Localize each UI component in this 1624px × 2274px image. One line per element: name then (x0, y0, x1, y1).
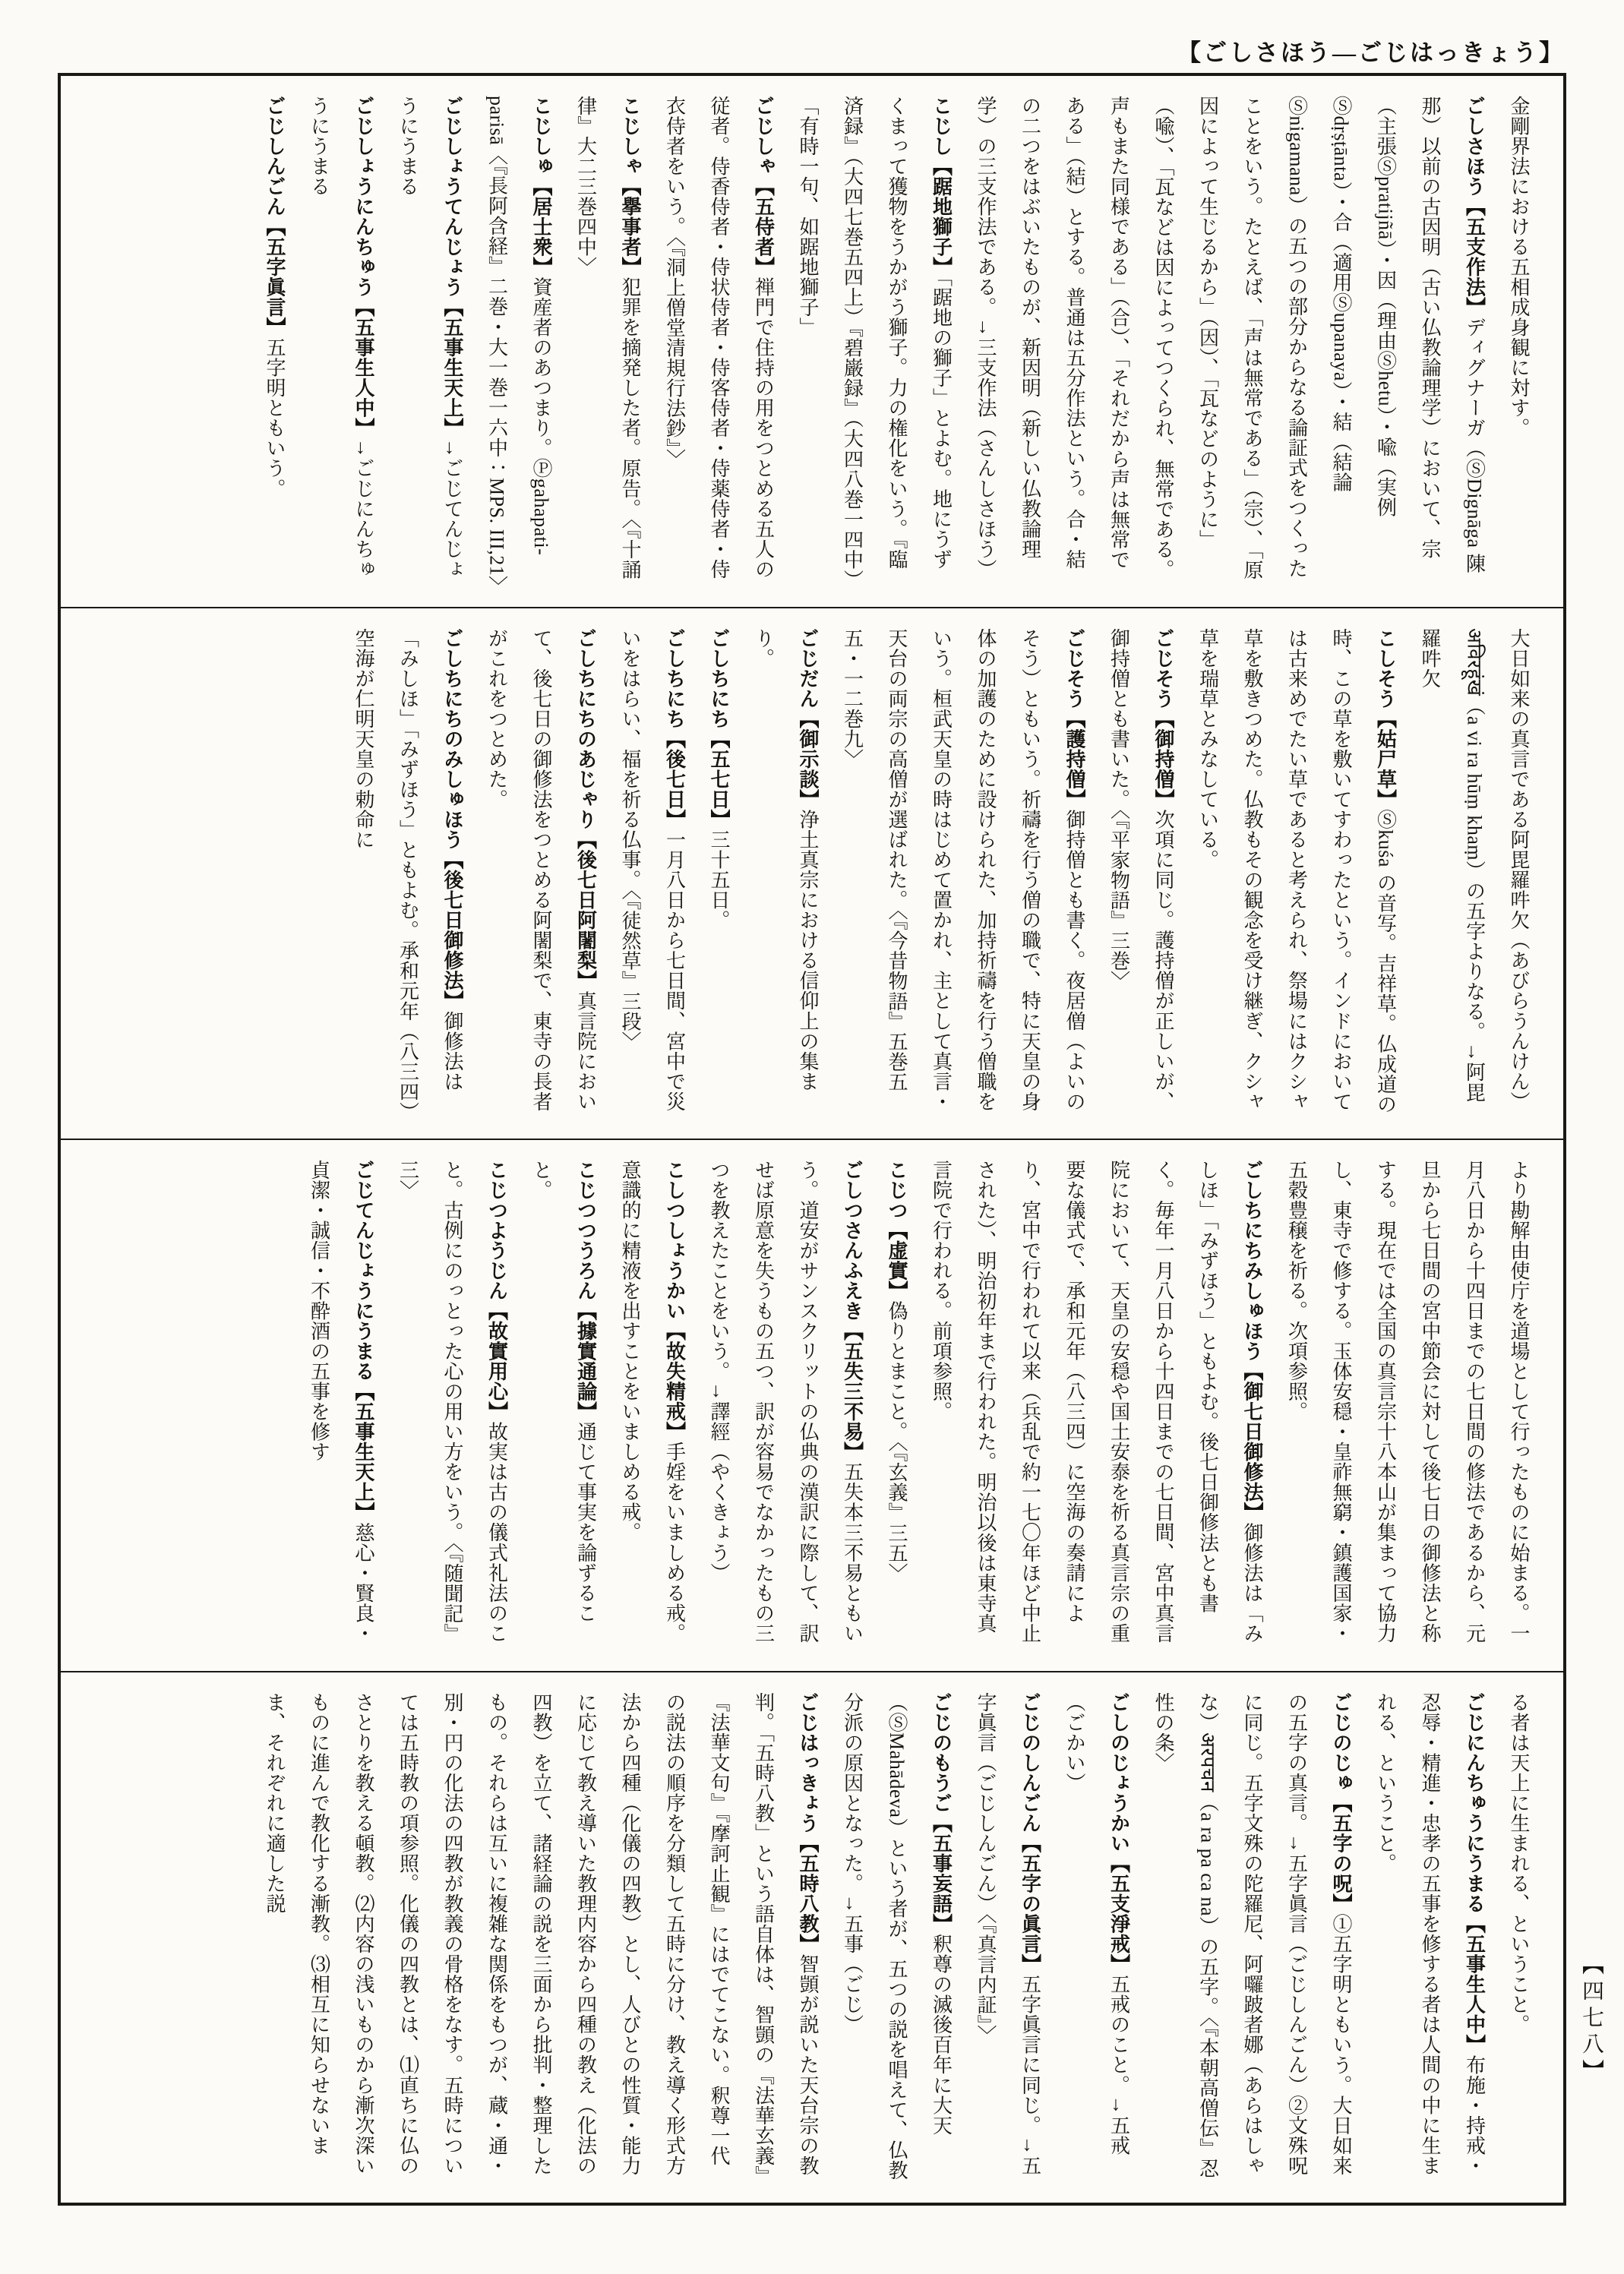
entry-body: 大日如来の真言である阿毘羅吽欠（あびらうんけん）अविरहूंखं（a vi ra hūṃ khaṃ）の五字よりなる。→阿毘羅吽欠 (1419, 627, 1530, 1111)
entry-body: ディグナーガ（ⓈDignāga 陳那）以前の古因明（古い仏教論理学）において、宗（主張Ⓢpratijñā）・因（理由Ⓢhetu）・喩（実例Ⓢdṛṣṭānta）・合（適用Ⓢupanaya）・結（結論Ⓢnigamana）の五つの部分からなる論証式をつくったことをいう。たとえば、「声は無常である」（宗）、「原因によって生じるから」（因）、「瓦などのように」（喩）、「瓦などは因によってつくられ、無常である。声もまた同様である」（合）、「それだから声は無常である」（結）とする。普通は五分作法という。合・結の二つをはぶいたものが、新因明（新しい仏教論理学）の三支作法である。→三支作法（さんしさほう） (975, 96, 1486, 580)
entry-body: 慈心・賢良・貞潔・誠信・不酔酒の五事を修す (308, 1160, 374, 1644)
entry-headword: こじしゃ【擧事者】 (619, 96, 641, 277)
entry-headword: ごじのもうご【五事妄語】 (930, 1691, 953, 1934)
entry-body: る者は天上に生まれる、ということ。 (1508, 1691, 1530, 2035)
entry-body: 御修法は「みしほ」「みずほう」ともよむ。承和元年（八三四）空海が仁明天皇の勅命に (352, 627, 463, 1112)
dictionary-entry (385, 1160, 519, 1651)
entry-headword: こじつようじん【故實用心】 (485, 1160, 508, 1422)
entry-headword: ごじそう【御持僧】 (1152, 627, 1174, 810)
entry-body: 故実は古の儀式礼法のこと。古例にのっとった心の用い方をいう。〈『随聞記』三〉 (397, 1160, 508, 1644)
entry-headword: ごしちにち【五七日】 (708, 627, 730, 829)
entry-body: ①五字明ともいう。大日如来の五字の真言。→五字眞言（ごじしんごん）②文殊呪に同じ。五字文殊の陀羅尼、阿囉跛者娜（あらはしゃな）अरपचन（a ra pa ca na）の五字。〈『本朝高僧伝』忍性の条〉 (1152, 1691, 1352, 2178)
dictionary-entry (474, 628, 608, 1120)
dictionary-entry (474, 96, 563, 596)
dictionary-frame (58, 73, 1566, 2206)
entry-headword: ごしつさんふえき【五失三不易】 (841, 1160, 864, 1462)
entry-body: より勘解由使庁を道場として行ったものに始まる。一月八日から十四日までの七日間の修法であるから、元旦から七日間の宮中節会に対して後七日の御修法と称する。現在では全国の真言宗十八本山が集まって協力し、東寺で修する。玉体安穏・皇祚無窮・鎮護国家・五穀豊穣を祈る。次項参照。 (1285, 1160, 1530, 1644)
entry-headword: ごじのじゅ【五字の呪】 (1330, 1691, 1352, 1914)
running-head: 【ごしさほう―ごじはっきょう】 (1177, 39, 1565, 66)
entry-body: 金剛界法における五相成身観に対す。 (1508, 96, 1530, 438)
entry-headword: ごじにんちゅうにうまる【五事生人中】 (1463, 1691, 1486, 2054)
entry-continuation (1408, 628, 1541, 1120)
dictionary-band (61, 1672, 1563, 2203)
entry-headword: ごじそう【護持僧】 (1063, 627, 1085, 810)
entry-body: →ごじてんじょうにうまる (397, 96, 463, 580)
dictionary-entry (741, 628, 829, 1120)
entry-body: →ごじにんちゅうにうまる (308, 96, 374, 580)
dictionary-entry (918, 1160, 1274, 1651)
page-number: 【四七八】 (1579, 1953, 1603, 2086)
entry-headword: こじし【踞地獅子】 (930, 96, 953, 277)
entry-body: 「踞地の獅子」とよむ。地にうずくまって獲物をうかがう獅子。力の権化をいう。『臨済録』（大四七巻五四上）『碧巌録』（大四八巻一四中）「有時一句、如踞地獅子」 (797, 96, 953, 580)
dictionary-entry (1363, 1692, 1496, 2184)
entry-headword: ごじだん【御示談】 (797, 627, 819, 810)
entry-body: 資産者のあつまり。Ⓟgahapati-parisā〈『長阿含経』二巻・大一巻一六中：MPS. III,21〉 (485, 96, 552, 596)
entry-body: 五戒のこと。→五戒（ごかい） (1063, 1691, 1130, 2156)
dictionary-entry (385, 96, 474, 587)
entry-headword: こじしゅ【居士衆】 (530, 96, 552, 277)
dictionary-entry (563, 96, 652, 587)
entry-headword: こじつ【虚實】 (886, 1160, 908, 1301)
entry-body: 釈尊の滅後百年に大天（ⓈMahādeva）という者が、五つの説を唱えて、仏教分派の原因となった。→五事（ごじ） (841, 1691, 953, 2181)
entry-body: 真言院において、後七日の御修法をつとめる阿闍梨で、東寺の長者がこれをつとめた。 (485, 627, 597, 1111)
dictionary-entry (1141, 1692, 1363, 2184)
entry-body: 智顗が説いた天台宗の教判。「五時八教」という語自体は、智顗の『法華玄義』『法華文句』『摩訶止観』にはでてこない。釈尊一代の説法の順序を分類して五時に分け、教え導く形式方法から四種（化儀の四教）とし、人びとの性質・能力に応じて教え導いた教理内容から四種の教え（化法の四教）を立て、諸経論の説を三面から批判・整理したもの。それらは互いに複雑な関係をもつが、蔵・通・別・円の化法の四教が教義の骨格をなす。五時については五時教の項参照。化儀の四教とは、⑴直ちに仏のさとりを教える頓教。⑵内容の浅いものから漸次深いものに進んで教化する漸教。⑶相互に知らせないまま、それぞれに適した説 (264, 1691, 819, 2176)
entry-body: 禅門で住持の用をつとめる五人の従者。侍香侍者・侍状侍者・侍客侍者・侍薬侍者・侍衣侍者をいう。〈『洞上僧堂清規行法鈔』〉 (663, 96, 775, 580)
dictionary-entry (829, 628, 1096, 1120)
entry-headword: ごしちにちみしゅほう【御七日御修法】 (1241, 1160, 1263, 1523)
entry-body: 布施・持戒・忍辱・精進・忠孝の五事を修する者は人間の中に生まれる、ということ。 (1374, 1691, 1486, 2175)
dictionary-entry (252, 1692, 830, 2184)
dictionary-entry (829, 1692, 963, 2184)
entry-body: 次項に同じ。護持僧が正しいが、御持僧とも書いた。〈『平家物語』三巻〉 (1107, 627, 1174, 1111)
dictionary-band (61, 608, 1563, 1141)
entry-body: 手婬をいましめる戒。意識的に精液を出すことをいましめる戒。 (619, 1160, 686, 1644)
entry-body: 浄土真宗における信仰上の集まり。 (752, 627, 819, 1091)
entry-body: Ⓢkuśa の音写。吉祥草。仏成道の時、この草を敷いてすわったという。インドにおいては古来めでたい草であると考えられ、祭場にはクシャ草を敷きつめた。仏教もその観念を受け継ぎ、クシャ草を瑞草とみなしている。 (1196, 627, 1397, 1114)
dictionary-band (61, 76, 1563, 608)
dictionary-band (61, 1140, 1563, 1672)
entry-body: 五字明ともいう。 (264, 337, 286, 499)
entry-headword: ごじしょうてんじょう【五事生天上】 (441, 96, 463, 438)
entry-headword: ごじしゃ【五侍者】 (752, 96, 775, 277)
entry-headword: ごじしんごん【五字眞言】 (264, 96, 286, 338)
entry-headword: ごじはっきょう【五時八教】 (797, 1691, 819, 1954)
dictionary-entry (697, 628, 741, 1120)
dictionary-entry (697, 1160, 874, 1651)
entry-body: 五失本三不易ともいう。道安がサンスクリットの仏典の漢訳に際して、訳せば原意を失うもの五つ、訳が容易でなかったもの三つを教えたことをいう。→譯經（やくきょう） (708, 1160, 864, 1644)
entry-headword: こしつしょうかい【故失精戒】 (663, 1160, 686, 1442)
dictionary-entry (296, 1160, 385, 1651)
entry-body: 御修法は「みしほ」「みずほう」ともよむ。後七日御修法とも書く。毎年一月八日から十四日までの七日間、宮中真言院において、天皇の安穏や国土安泰を祈る真言宗の重要な儀式で、承和元年（八三四）に空海の奏請により、宮中で行われて以来（兵乱で約一七〇年ほど中止された）、明治初年まで行われた。明治以後は東寺真言院で行われる。前項参照。 (930, 1160, 1263, 1644)
entry-headword: ごしちにちのみしゅほう【後七日御修法】 (441, 627, 463, 1011)
entry-body: 五字眞言に同じ。→五字眞言（ごじしんごん）〈『真言内証』〉 (975, 1691, 1041, 2175)
entry-headword: ごしさほう【五支作法】 (1463, 96, 1486, 317)
dictionary-entry (608, 628, 697, 1120)
entry-headword: ごじしょうにんちゅう【五事生人中】 (352, 96, 374, 438)
entry-headword: ごじてんじょうにうまる【五事生天上】 (352, 1160, 374, 1523)
dictionary-entry (252, 96, 297, 587)
dictionary-entry (1052, 1692, 1141, 2184)
dictionary-entry (1185, 628, 1408, 1120)
dictionary-entry (963, 1692, 1052, 2184)
entry-body: 御持僧とも書く。夜居僧（よいのそう）ともいう。祈禱を行う僧の職で、特に天皇の身体の加護のために設けられた、加持祈禱を行う僧職をいう。桓武天皇の時はじめて置かれ、主として真言・天台の両宗の高僧が選ばれた。〈『今昔物語』五巻五五・一二巻九〉 (841, 627, 1085, 1111)
entry-continuation (1274, 1160, 1540, 1651)
dictionary-entry (519, 1160, 608, 1651)
dictionary-entry (963, 96, 1496, 587)
entry-headword: こじつつうろん【據實通論】 (574, 1160, 597, 1422)
entry-continuation (1496, 96, 1541, 587)
entry-headword: ごしちにち【後七日】 (663, 627, 686, 829)
dictionary-entry (608, 1160, 697, 1651)
dictionary-entry (652, 96, 785, 587)
dictionary-entry (874, 1160, 919, 1651)
entry-continuation (1496, 1692, 1541, 2184)
entry-headword: ごしちにちのあじゃり【後七日阿闍梨】 (574, 627, 597, 990)
dictionary-entry (296, 96, 385, 587)
entry-headword: こしそう【姑尸草】 (1374, 627, 1397, 810)
entry-body: 通じて事実を論ずること。 (530, 1160, 597, 1623)
entry-body: 一月八日から七日間、宮中で災いをはらい、福を祈る仏事。〈『徒然草』三段〉 (619, 627, 686, 1111)
entry-body: 三十五日。 (708, 829, 730, 930)
dictionary-entry (1096, 628, 1185, 1120)
entry-headword: ごじのしんごん【五字の眞言】 (1019, 1691, 1041, 1974)
dictionary-entry (785, 96, 963, 587)
dictionary-entry (341, 628, 475, 1120)
entry-body: 偽りとまこと。〈『玄義』三五〉 (886, 1300, 908, 1584)
entry-headword: ごしのじょうかい【五支淨戒】 (1107, 1691, 1130, 1974)
entry-body: 犯罪を摘発した者。原告。〈『十誦律』大二三巻四中〉 (574, 96, 641, 580)
